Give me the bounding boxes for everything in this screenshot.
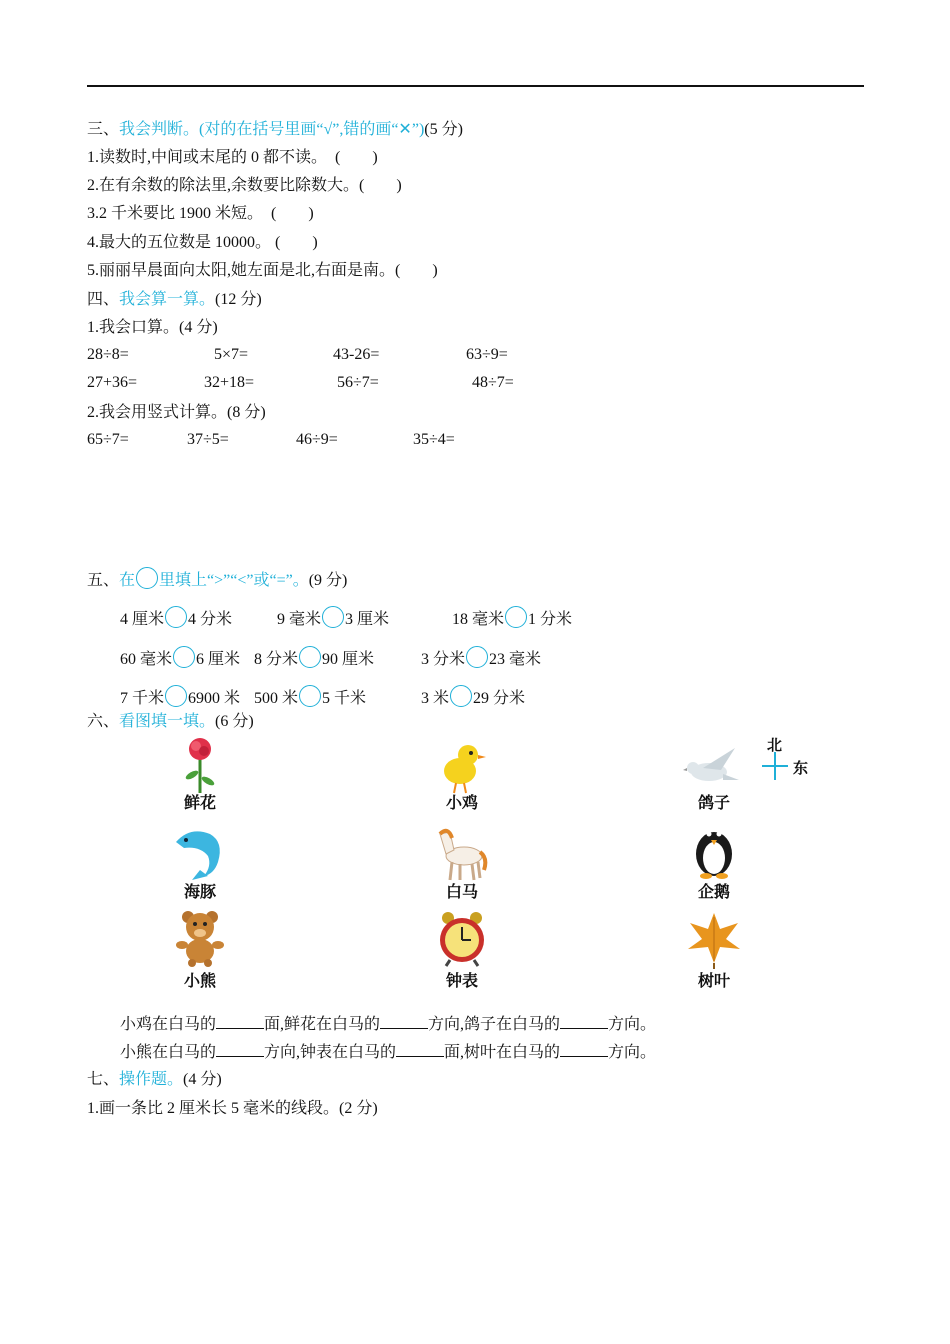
fill-line-1: 小鸡在白马的 面,鲜花在白马的 方向,鸽子在白马的 方向。 <box>120 1016 657 1033</box>
answer-circle[interactable] <box>173 646 195 668</box>
answer-circle[interactable] <box>505 606 527 628</box>
calc-item: 35÷4= <box>413 431 455 448</box>
answer-blank[interactable] <box>560 1042 608 1057</box>
compare-item: 4 厘米 4 分米 <box>120 606 232 630</box>
calc-item: 63÷9= <box>466 346 508 363</box>
compare-item: 7 千米 6900 米 <box>120 685 240 709</box>
answer-circle-icon <box>136 567 158 589</box>
label-bear: 小熊 <box>183 971 216 990</box>
operation-question-1: 1.画一条比 2 厘米长 5 毫米的线段。(2 分) <box>87 1100 378 1117</box>
clock-icon <box>432 908 492 968</box>
section-4-title: 我会算一算。 <box>119 291 216 308</box>
oral-calc-title: 1.我会口算。(4 分) <box>87 319 218 336</box>
calc-item: 27+36= <box>87 374 138 391</box>
judge-item-3: 3.2 千米要比 1900 米短。 ( ) <box>87 205 314 222</box>
leaf-icon <box>684 909 744 969</box>
answer-blank[interactable] <box>216 1014 264 1029</box>
label-clock: 钟表 <box>445 971 478 990</box>
dolphin-icon <box>170 822 230 882</box>
calc-item: 28÷8= <box>87 346 129 363</box>
chick-icon <box>432 737 492 797</box>
answer-circle[interactable] <box>322 606 344 628</box>
answer-blank[interactable] <box>396 1042 444 1057</box>
compare-item: 9 毫米 3 厘米 <box>277 606 389 630</box>
calc-item: 56÷7= <box>337 374 379 391</box>
vertical-calc-title: 2.我会用竖式计算。(8 分) <box>87 404 266 421</box>
section-3-title: 我会判断。(对的在括号里画“√”,错的画“✕”) <box>119 121 425 138</box>
label-flower: 鲜花 <box>183 793 216 812</box>
calc-item: 46÷9= <box>296 431 338 448</box>
judge-item-5: 5.丽丽早晨面向太阳,她左面是北,右面是南。( ) <box>87 262 438 279</box>
label-dolphin: 海豚 <box>183 882 216 901</box>
calc-item: 5×7= <box>214 346 249 363</box>
answer-circle[interactable] <box>165 685 187 707</box>
section-3-heading: 三、我会判断。(对的在括号里画“√”,错的画“✕”)(5 分) <box>87 121 463 138</box>
judge-item-4: 4.最大的五位数是 10000。 ( ) <box>87 234 318 251</box>
answer-blank[interactable] <box>560 1014 608 1029</box>
flower-icon <box>170 735 230 795</box>
fill-line-2: 小熊在白马的 方向,钟表在白马的 面,树叶在白马的 方向。 <box>120 1044 657 1061</box>
judge-item-1: 1.读数时,中间或末尾的 0 都不读。 ( ) <box>87 149 378 166</box>
answer-circle[interactable] <box>466 646 488 668</box>
answer-blank[interactable] <box>216 1042 264 1057</box>
answer-circle[interactable] <box>299 646 321 668</box>
compare-item: 18 毫米 1 分米 <box>452 606 572 630</box>
section-7-heading: 七、操作题。(4 分) <box>87 1071 222 1088</box>
penguin-icon <box>684 820 744 880</box>
compass-east: 东 <box>793 759 809 777</box>
label-chick: 小鸡 <box>445 793 478 812</box>
label-leaf: 树叶 <box>697 971 730 990</box>
header-rule <box>87 85 864 87</box>
label-horse: 白马 <box>445 882 478 901</box>
answer-circle[interactable] <box>299 685 321 707</box>
bear-icon <box>170 907 230 967</box>
section-4-heading: 四、我会算一算。(12 分) <box>87 291 262 308</box>
label-penguin: 企鹅 <box>697 882 730 901</box>
compass-north: 北 <box>767 736 783 754</box>
compare-item: 3 分米 23 毫米 <box>421 646 541 670</box>
calc-item: 37÷5= <box>187 431 229 448</box>
calc-item: 65÷7= <box>87 431 129 448</box>
compare-item: 500 米 5 千米 <box>254 685 366 709</box>
calc-item: 43-26= <box>333 346 380 363</box>
answer-blank[interactable] <box>380 1014 428 1029</box>
answer-circle[interactable] <box>450 685 472 707</box>
horse-icon <box>430 824 490 884</box>
section-6-title: 看图填一填。 <box>119 713 216 730</box>
compare-item: 3 米 29 分米 <box>421 685 525 709</box>
section-5-heading: 五、在 里填上“>”“<”或“=”。(9 分) <box>87 567 347 591</box>
section-7-title: 操作题。 <box>119 1071 184 1088</box>
section-6-heading: 六、看图填一填。(6 分) <box>87 713 254 730</box>
compare-item: 60 毫米 6 厘米 <box>120 646 240 670</box>
calc-item: 32+18= <box>204 374 255 391</box>
judge-item-2: 2.在有余数的除法里,余数要比除数大。( ) <box>87 177 402 194</box>
compare-item: 8 分米 90 厘米 <box>254 646 374 670</box>
calc-item: 48÷7= <box>472 374 514 391</box>
answer-circle[interactable] <box>165 606 187 628</box>
label-pigeon: 鸽子 <box>697 793 730 812</box>
